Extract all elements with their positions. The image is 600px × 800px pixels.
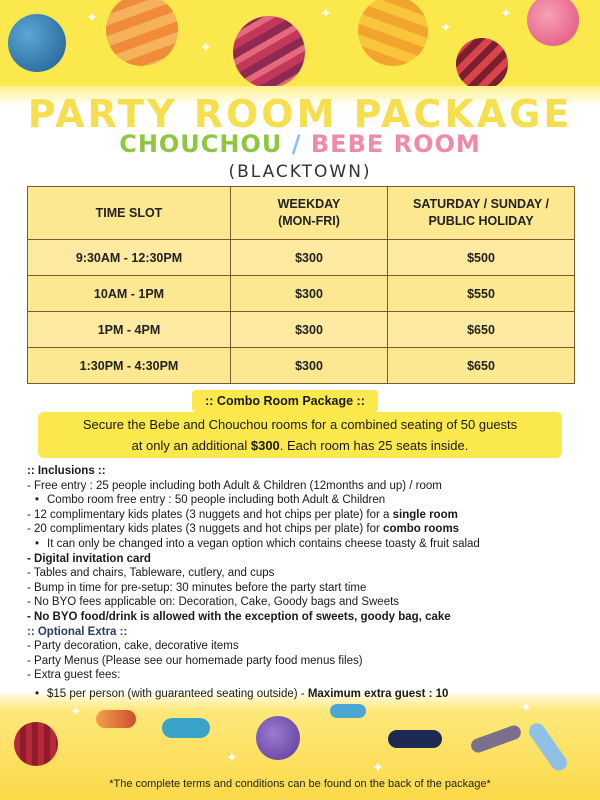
orange-planet-icon bbox=[106, 0, 178, 66]
combo-package-title: :: Combo Room Package :: bbox=[192, 390, 378, 412]
weekday-price-cell: $300 bbox=[231, 240, 388, 276]
combo-package-description bbox=[38, 412, 562, 458]
list-item: - Party decoration, cake, decorative items bbox=[27, 640, 239, 653]
star-icon: ✦ bbox=[440, 19, 452, 35]
pink-planet-icon bbox=[527, 0, 579, 46]
header-weekend bbox=[388, 187, 575, 240]
combo-line-1: Secure the Bebe and Chouchou rooms for a combined seating of 50 guests bbox=[82, 417, 518, 432]
extra-guest-fee: • $15 per person (with guaranteed seating outside) - Maximum extra guest : 10 bbox=[27, 688, 600, 700]
time-slot-cell: 1PM - 4PM bbox=[28, 312, 231, 348]
list-item: - 20 complimentary kids plates (3 nuggets and hot chips per plate) for combo rooms bbox=[27, 523, 460, 536]
weekend-price-cell: $550 bbox=[388, 276, 575, 312]
ringed-planet-icon bbox=[256, 716, 300, 760]
header-time-slot: TIME SLOT bbox=[28, 187, 231, 240]
table-row bbox=[28, 348, 575, 384]
weekday-price-cell: $300 bbox=[231, 312, 388, 348]
list-item: - Free entry : 25 people including both Adult & Children (12months and up) / room bbox=[27, 479, 442, 492]
subtitle-slash: / bbox=[291, 130, 302, 158]
dark-ufo-icon bbox=[388, 730, 442, 748]
inclusions-heading: :: Inclusions :: bbox=[27, 465, 106, 477]
star-icon: ✦ bbox=[70, 703, 82, 719]
comet-icon bbox=[96, 710, 136, 728]
table-row bbox=[28, 240, 575, 276]
time-slot-cell: 1:30PM - 4:30PM bbox=[28, 348, 231, 384]
yellow-planet-icon bbox=[358, 0, 428, 66]
striped-red-planet-icon bbox=[233, 16, 305, 86]
star-icon: ✦ bbox=[320, 5, 332, 21]
page-title: PARTY ROOM PACKAGE bbox=[27, 92, 573, 136]
star-icon: ✦ bbox=[226, 749, 238, 765]
rocket-icon bbox=[526, 720, 570, 773]
list-item: - Party Menus (Please see our homemade party food menus files) bbox=[27, 654, 363, 667]
weekday-price-cell: $300 bbox=[231, 276, 388, 312]
location-label: (BLACKTOWN) bbox=[228, 162, 372, 182]
weekend-price-cell: $500 bbox=[388, 240, 575, 276]
list-item: - Digital invitation card bbox=[27, 552, 151, 565]
blue-planet-icon bbox=[8, 14, 66, 72]
combo-price: $300 bbox=[250, 438, 280, 453]
spaceship-icon bbox=[469, 724, 523, 755]
combo-line-2: at only an additional $300. Each room has 25 seats inside. bbox=[131, 438, 469, 453]
dark-striped-planet-icon bbox=[456, 38, 508, 86]
weekend-price-cell: $650 bbox=[388, 312, 575, 348]
ufo-icon bbox=[330, 704, 366, 718]
header-weekday-text: WEEKDAY (MON-FRI) bbox=[277, 197, 341, 228]
table-row bbox=[28, 276, 575, 312]
star-icon: ✦ bbox=[520, 699, 532, 715]
ufo-icon bbox=[162, 718, 210, 738]
chouchou-label: CHOUCHOU bbox=[119, 130, 283, 158]
list-item: - Tables and chairs, Tableware, cutlery, and cups bbox=[27, 567, 275, 580]
room-subtitle bbox=[0, 130, 600, 158]
list-item: - Extra guest fees: bbox=[27, 669, 121, 682]
red-planet-icon bbox=[14, 722, 58, 766]
table-row bbox=[28, 312, 575, 348]
star-icon: ✦ bbox=[500, 5, 512, 21]
star-icon: ✦ bbox=[372, 759, 384, 775]
list-item: - Bump in time for pre-setup: 30 minutes before the party start time bbox=[27, 581, 367, 594]
star-icon: ✦ bbox=[200, 39, 212, 55]
list-item: • Combo room free entry : 50 people including both Adult & Children bbox=[27, 493, 587, 508]
list-item: - 12 complimentary kids plates (3 nuggets and hot chips per plate) for a single room bbox=[27, 508, 458, 521]
list-item: - No BYO food/drink is allowed with the exception of sweets, goody bag, cake bbox=[27, 610, 451, 623]
weekday-price-cell: $300 bbox=[231, 348, 388, 384]
header-weekday bbox=[231, 187, 388, 240]
time-slot-cell: 10AM - 1PM bbox=[28, 276, 231, 312]
table-header-row bbox=[28, 187, 575, 240]
inclusions-section bbox=[27, 464, 587, 683]
list-item: • It can only be changed into a vegan option which contains cheese toasty & fruit salad bbox=[27, 537, 587, 552]
time-slot-cell: 9:30AM - 12:30PM bbox=[28, 240, 231, 276]
list-item: - No BYO fees applicable on: Decoration, Cake, Goody bags and Sweets bbox=[27, 596, 400, 609]
price-table bbox=[27, 186, 575, 384]
star-icon: ✦ bbox=[86, 9, 98, 25]
optional-extra-heading: :: Optional Extra :: bbox=[27, 625, 128, 638]
weekend-price-cell: $650 bbox=[388, 348, 575, 384]
header-weekend-text: SATURDAY / SUNDAY / PUBLIC HOLIDAY bbox=[413, 197, 549, 228]
terms-footnote: *The complete terms and conditions can be found on the back of the package* bbox=[109, 778, 491, 790]
top-space-banner bbox=[0, 0, 600, 86]
bebe-room-label: BEBE ROOM bbox=[310, 130, 481, 158]
